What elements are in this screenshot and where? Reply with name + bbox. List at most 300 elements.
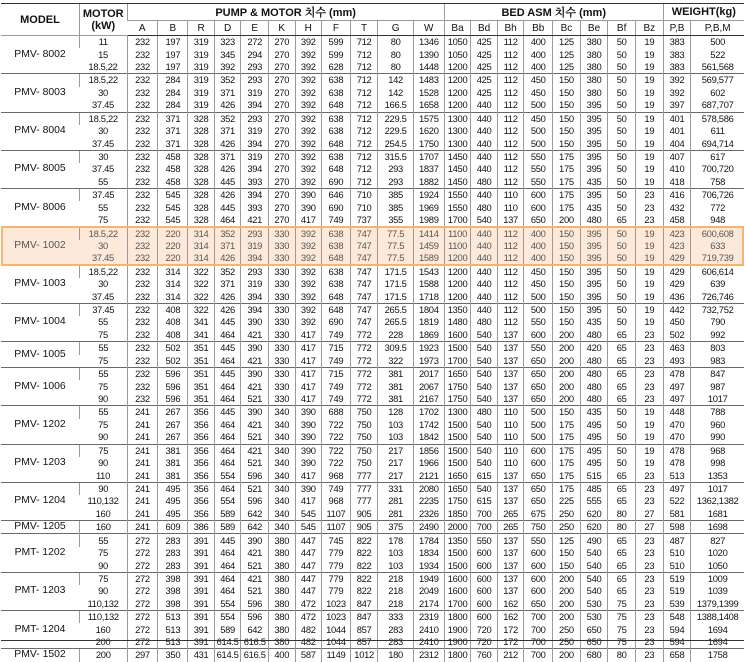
table-cell: 171.5 [378, 278, 413, 290]
table-cell: 371 [158, 112, 188, 125]
table-cell: 322 [378, 355, 413, 368]
table-cell: 540 [471, 444, 498, 457]
table-cell: 495 [158, 495, 188, 507]
table-cell: 80 [378, 48, 413, 60]
table-cell: 1050 [691, 559, 744, 572]
table-cell: 1500 [444, 457, 471, 469]
table-cell: 706,726 [691, 189, 744, 202]
table-cell: 987 [691, 380, 744, 392]
table-cell: 554 [214, 495, 241, 507]
table-cell: 65 [608, 482, 636, 495]
table-cell: 19 [635, 36, 663, 49]
table-cell: 241 [127, 521, 158, 534]
table-cell: 615 [471, 469, 498, 482]
motor-cell: 75 [98, 418, 108, 430]
table-cell: 50 [608, 36, 636, 49]
column-header: A [127, 21, 158, 36]
table-cell: 272 [127, 623, 158, 635]
table-cell: 779 [322, 585, 351, 597]
table-cell: 232 [127, 87, 158, 99]
table-cell: 137 [497, 482, 524, 495]
table-cell: 319 [241, 278, 269, 290]
table-cell: 23 [635, 214, 663, 227]
table-cell: 589 [214, 521, 241, 534]
table-cell: 513 [663, 469, 691, 482]
table-cell: 394 [241, 290, 269, 303]
table-cell: 352 [214, 74, 241, 87]
table-cell: 267 [158, 431, 188, 444]
table-cell: 548 [663, 610, 691, 623]
table-cell: 747 [350, 290, 378, 303]
table-cell: 293 [378, 176, 413, 189]
table-row [1, 87, 744, 99]
table-cell: 281 [378, 495, 413, 507]
table-cell: 392 [295, 150, 322, 163]
table-cell: 371 [214, 240, 241, 252]
table-cell: 599 [322, 36, 351, 49]
table-cell: 747 [350, 252, 378, 265]
table-cell: 232 [127, 380, 158, 392]
table-cell: 75 [608, 610, 636, 623]
table-cell: 712 [350, 163, 378, 175]
table-cell: 611 [691, 125, 744, 137]
motor-cell: 75 [79, 444, 127, 457]
table-cell: 171.5 [378, 290, 413, 303]
table-cell: 616.5 [241, 636, 269, 649]
table-cell: 322 [188, 265, 215, 278]
table-cell: 760 [471, 649, 498, 662]
table-cell: 617 [691, 150, 744, 163]
table-row [1, 521, 744, 534]
table-cell: 103 [378, 419, 413, 431]
table-cell: 1600 [444, 572, 471, 585]
table-cell: 464 [214, 419, 241, 431]
table-cell: 502 [663, 329, 691, 342]
table-cell: 272 [127, 534, 158, 547]
table-cell: 1750 [413, 137, 444, 150]
table-cell: 1012 [350, 649, 378, 662]
table-row [1, 214, 744, 227]
table-cell: 19 [635, 125, 663, 137]
motor-cell: 75 [98, 547, 108, 559]
table-cell: 112 [497, 99, 524, 112]
table-cell: 383 [663, 61, 691, 74]
table-cell: 371 [214, 87, 241, 99]
table-cell: 391 [188, 559, 215, 572]
model-cell: PMV- 1004 [1, 303, 79, 341]
table-cell: 500 [524, 125, 553, 137]
table-cell: 600 [471, 598, 498, 611]
table-cell: 700 [524, 610, 553, 623]
table-cell: 380 [269, 534, 296, 547]
model-cell: PMV- 1003 [1, 265, 79, 303]
table-row [1, 227, 744, 240]
table-cell: 150 [553, 547, 581, 559]
table-cell: 112 [497, 163, 524, 175]
motor-cell: 55 [79, 406, 127, 419]
table-cell: 633 [691, 240, 744, 252]
table-cell: 393 [241, 201, 269, 213]
table-cell: 493 [663, 355, 691, 368]
table-cell: 103 [378, 547, 413, 559]
table-cell: 217 [378, 457, 413, 469]
table-cell: 600 [471, 585, 498, 597]
table-cell: 293 [241, 61, 269, 74]
table-cell: 779 [322, 572, 351, 585]
table-cell: 137 [497, 355, 524, 368]
table-cell: 2490 [413, 521, 444, 534]
table-cell: 750 [350, 444, 378, 457]
table-cell: 200 [553, 572, 581, 585]
table-cell: 1009 [691, 572, 744, 585]
table-cell: 600,608 [691, 227, 744, 240]
table-cell: 330 [269, 278, 296, 290]
table-cell: 356 [188, 431, 215, 444]
table-cell: 540 [471, 457, 498, 469]
table-cell: 19 [635, 457, 663, 469]
table-cell: 232 [127, 240, 158, 252]
table-cell: 272 [127, 559, 158, 572]
table-cell: 150 [553, 559, 581, 572]
table-cell: 712 [350, 87, 378, 99]
table-cell: 137 [497, 547, 524, 559]
motor-cell: 18.5,22 [79, 227, 127, 240]
header-motor [79, 4, 127, 36]
table-cell: 418 [663, 176, 691, 189]
table-cell: 50 [608, 61, 636, 74]
table-cell: 423 [663, 227, 691, 240]
table-cell: 545 [158, 201, 188, 213]
table-cell: 650 [524, 367, 553, 380]
table-cell: 1450 [444, 150, 471, 163]
table-cell: 241 [127, 495, 158, 507]
table-cell: 648 [322, 252, 351, 265]
table-cell: 340 [269, 419, 296, 431]
table-cell: 2326 [413, 508, 444, 521]
model-cell: PMT- 1204 [1, 610, 79, 648]
table-cell: 241 [127, 508, 158, 521]
table-cell: 417 [295, 469, 322, 482]
table-cell: 217 [378, 469, 413, 482]
table-cell: 598 [663, 521, 691, 534]
table-cell: 609 [158, 521, 188, 534]
table-cell: 393 [241, 176, 269, 189]
table-cell: 270 [269, 99, 296, 112]
table-cell: 440 [471, 252, 498, 265]
table-row [1, 329, 744, 342]
table-cell: 2410 [413, 623, 444, 635]
table-cell: 241 [127, 444, 158, 457]
table-cell: 23 [635, 469, 663, 482]
table-cell: 137 [497, 393, 524, 406]
table-cell: 600 [524, 329, 553, 342]
table-cell: 596 [241, 495, 269, 507]
table-cell: 355 [378, 214, 413, 227]
table-cell: 447 [295, 547, 322, 559]
table-cell: 50 [608, 303, 636, 316]
table-cell: 330 [269, 240, 296, 252]
table-row [1, 406, 744, 419]
table-cell: 50 [608, 252, 636, 265]
table-cell: 990 [691, 431, 744, 444]
table-cell: 478 [663, 444, 691, 457]
table-cell: 464 [214, 457, 241, 469]
table-cell: 150 [553, 252, 581, 265]
table-cell: 464 [214, 482, 241, 495]
table-cell: 232 [127, 278, 158, 290]
table-cell: 283 [158, 559, 188, 572]
table-cell: 50 [608, 87, 636, 99]
table-cell: 110 [497, 457, 524, 469]
table-cell: 638 [322, 278, 351, 290]
table-cell: 540 [471, 431, 498, 444]
table-cell: 445 [214, 176, 241, 189]
table-cell: 1966 [413, 457, 444, 469]
table-cell: 1900 [444, 636, 471, 649]
table-cell: 200 [553, 598, 581, 611]
table-cell: 395 [580, 150, 608, 163]
table-cell: 19 [635, 227, 663, 240]
table-cell: 642 [241, 623, 269, 635]
table-cell: 772 [350, 355, 378, 368]
table-cell: 458 [158, 163, 188, 175]
table-cell: 19 [635, 74, 663, 87]
table-cell: 400 [524, 36, 553, 49]
table-cell: 700 [471, 508, 498, 521]
table-cell: 554 [214, 469, 241, 482]
table-cell: 480 [471, 176, 498, 189]
header-row-groups [1, 4, 744, 21]
table-cell: 392 [295, 316, 322, 328]
table-cell: 1020 [691, 547, 744, 559]
table-cell: 50 [608, 278, 636, 290]
table-cell: 638 [322, 227, 351, 240]
table-cell: 250 [553, 508, 581, 521]
table-cell: 142 [378, 87, 413, 99]
table-cell: 749 [322, 482, 351, 495]
model-cell: PMV- 1006 [1, 367, 79, 405]
motor-cell: 55 [98, 201, 108, 213]
table-cell: 495 [580, 444, 608, 457]
table-cell: 315.5 [378, 150, 413, 163]
table-cell: 50 [608, 419, 636, 431]
column-header: W [413, 21, 444, 36]
table-cell: 502 [158, 342, 188, 355]
table-cell: 450 [524, 74, 553, 87]
table-row [1, 367, 744, 380]
table-cell: 394 [241, 303, 269, 316]
motor-cell: 30 [79, 240, 127, 252]
table-cell: 340 [269, 457, 296, 469]
motor-cell: 37.45 [92, 163, 114, 175]
table-cell: 578,586 [691, 112, 744, 125]
table-cell: 200 [553, 393, 581, 406]
table-cell: 1044 [322, 636, 351, 649]
table-cell: 690 [322, 316, 351, 328]
table-cell: 1900 [444, 623, 471, 635]
table-cell: 1500 [444, 342, 471, 355]
motor-cell: 75 [98, 380, 108, 392]
table-cell: 450 [524, 265, 553, 278]
table-cell: 392 [663, 74, 691, 87]
table-cell: 395 [580, 163, 608, 175]
table-cell: 500 [691, 36, 744, 49]
table-cell: 747 [350, 316, 378, 328]
table-cell: 112 [497, 278, 524, 290]
model-cell: PMV- 8003 [1, 74, 79, 112]
column-header: F [322, 21, 351, 36]
table-cell: 395 [580, 265, 608, 278]
motor-cell: 110,132 [79, 610, 127, 623]
table-cell: 50 [608, 163, 636, 175]
table-cell: 500 [524, 303, 553, 316]
table-cell: 540 [580, 572, 608, 585]
table-cell: 392 [295, 36, 322, 49]
table-cell: 250 [553, 636, 581, 649]
motor-cell: 200 [79, 649, 127, 662]
table-cell: 200 [553, 610, 581, 623]
table-cell: 445 [214, 342, 241, 355]
table-cell: 447 [295, 572, 322, 585]
table-cell: 772 [350, 393, 378, 406]
table-cell: 513 [158, 610, 188, 623]
table-cell: 232 [127, 252, 158, 265]
table-cell: 495 [580, 457, 608, 469]
table-cell: 385 [378, 201, 413, 213]
model-cell: PMV- 1205 [1, 521, 79, 534]
table-cell: 232 [127, 265, 158, 278]
table-cell: 270 [269, 112, 296, 125]
table-cell: 250 [553, 521, 581, 534]
table-cell: 749 [322, 393, 351, 406]
table-cell: 137 [497, 495, 524, 507]
table-cell: 381 [378, 367, 413, 380]
table-cell: 197 [158, 61, 188, 74]
table-cell: 445 [214, 316, 241, 328]
table-cell: 2174 [413, 598, 444, 611]
table-cell: 137 [497, 469, 524, 482]
table-cell: 749 [322, 214, 351, 227]
model-cell: PMT- 1202 [1, 534, 79, 572]
model-cell: PMV- 1005 [1, 342, 79, 368]
table-cell: 596 [241, 610, 269, 623]
table-cell: 19 [635, 176, 663, 189]
table-cell: 628 [322, 61, 351, 74]
table-cell: 1600 [444, 585, 471, 597]
table-cell: 513 [158, 636, 188, 649]
table-cell: 125 [553, 48, 581, 60]
table-cell: 440 [471, 112, 498, 125]
table-cell: 857 [350, 636, 378, 649]
table-cell: 350 [158, 649, 188, 662]
table-cell: 19 [635, 150, 663, 163]
table-row [1, 547, 744, 559]
table-cell: 175 [553, 201, 581, 213]
table-cell: 772 [691, 201, 744, 213]
table-cell: 417 [295, 380, 322, 392]
column-header: R [188, 21, 215, 36]
table-cell: 447 [295, 559, 322, 572]
table-cell: 600 [524, 201, 553, 213]
table-cell: 694,714 [691, 137, 744, 150]
table-cell: 297 [127, 649, 158, 662]
table-cell: 391 [188, 636, 215, 649]
table-cell: 417 [295, 214, 322, 227]
table-cell: 77.5 [378, 240, 413, 252]
table-cell: 1100 [444, 240, 471, 252]
column-header: T [350, 21, 378, 36]
table-cell: 380 [580, 36, 608, 49]
table-cell: 464 [214, 444, 241, 457]
column-header: D [214, 21, 241, 36]
table-cell: 1949 [413, 572, 444, 585]
table-cell: 394 [241, 189, 269, 202]
table-cell: 232 [127, 189, 158, 202]
table-cell: 464 [214, 547, 241, 559]
table-cell: 351 [188, 393, 215, 406]
table-cell: 398 [158, 572, 188, 585]
table-cell: 600 [524, 559, 553, 572]
table-cell: 293 [241, 227, 269, 240]
table-cell: 270 [269, 189, 296, 202]
table-cell: 600 [524, 547, 553, 559]
table-cell: 620 [580, 508, 608, 521]
table-cell: 232 [127, 61, 158, 74]
table-cell: 50 [608, 265, 636, 278]
table-cell: 615 [471, 495, 498, 507]
table-row [1, 176, 744, 189]
table-cell: 1969 [413, 201, 444, 213]
table-cell: 1300 [444, 137, 471, 150]
table-cell: 241 [127, 406, 158, 419]
table-cell: 407 [663, 150, 691, 163]
table-cell: 75 [608, 623, 636, 635]
table-cell: 50 [608, 316, 636, 328]
table-cell: 229.5 [378, 112, 413, 125]
motor-cell: 37.45 [79, 189, 127, 202]
table-cell: 1700 [444, 598, 471, 611]
table-cell: 712 [350, 99, 378, 112]
table-cell: 65 [608, 380, 636, 392]
table-cell: 77.5 [378, 252, 413, 265]
table-cell: 429 [663, 252, 691, 265]
table-cell: 464 [214, 329, 241, 342]
table-cell: 1550 [444, 189, 471, 202]
table-cell: 19 [635, 431, 663, 444]
table-cell: 464 [214, 585, 241, 597]
table-cell: 330 [269, 367, 296, 380]
table-cell: 747 [350, 303, 378, 316]
table-cell: 340 [269, 495, 296, 507]
table-cell: 749 [322, 355, 351, 368]
table-cell: 272 [127, 585, 158, 597]
model-cell: PMV- 8005 [1, 150, 79, 188]
table-row [1, 534, 744, 547]
motor-cell: 11 [79, 36, 127, 49]
table-cell: 232 [127, 303, 158, 316]
table-cell: 400 [524, 48, 553, 60]
motor-cell: 90 [79, 482, 127, 495]
table-cell: 513 [158, 623, 188, 635]
table-cell: 200 [553, 355, 581, 368]
table-cell: 328 [188, 201, 215, 213]
table-cell: 272 [127, 572, 158, 585]
table-cell: 646 [322, 189, 351, 202]
table-cell: 293 [378, 163, 413, 175]
table-cell: 23 [635, 636, 663, 649]
table-cell: 241 [127, 482, 158, 495]
table-cell: 319 [188, 48, 215, 60]
